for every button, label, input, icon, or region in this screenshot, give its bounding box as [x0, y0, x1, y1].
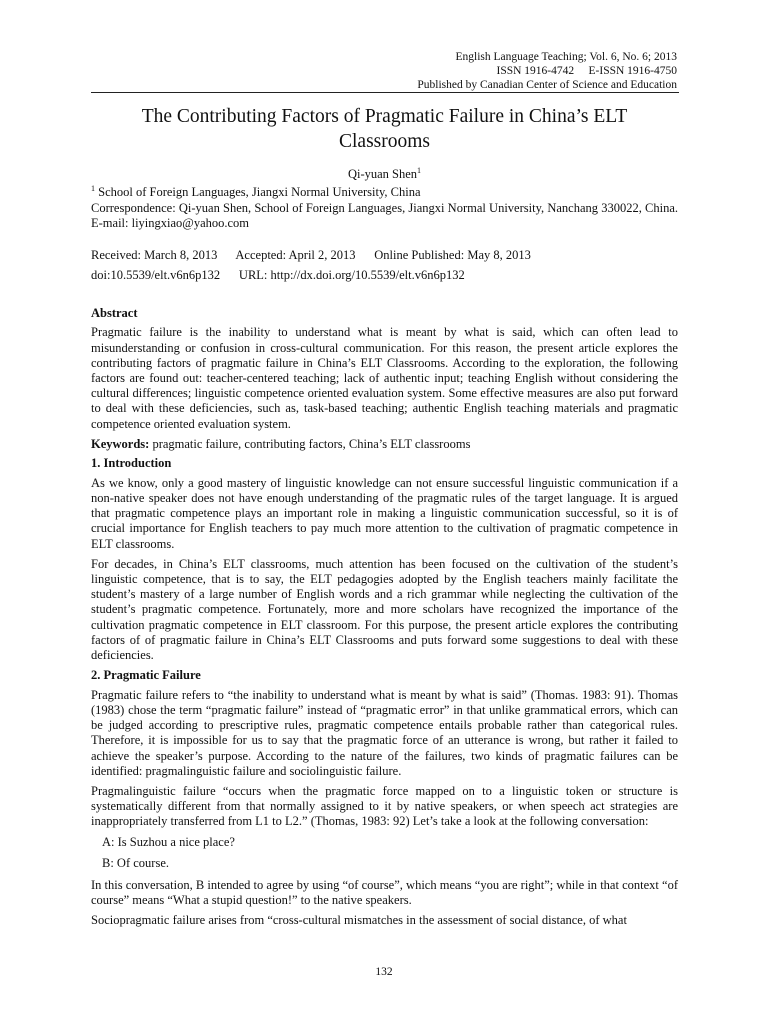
- article-title: [91, 104, 678, 154]
- running-header: [417, 50, 677, 92]
- correspondence: Correspondence: Qi-yuan Shen, School of Foreign Languages, Jiangxi Normal University, Nanchang 330022, China. E-mail: liyingxiao@yahoo.com: [91, 200, 678, 230]
- author-superscript: 1: [417, 165, 422, 175]
- article-body: [91, 104, 678, 933]
- abstract-text: Pragmatic failure is the inability to understand what is meant by what is said, which can often lead to misunderstanding or confusion in cross-cultural communication. For this reason, the present article explores the contributing factors of pragmatic failure in China’s ELT Classrooms. According to the exploration, the following factors are found out: teacher-centered teaching; lack of authentic input; teaching English without considering the cultural differences; linguistic competence oriented evaluation system. Some effective measures are also put forward to deal with these deficiencies, such as, task-based teaching; authentic English teaching materials and pragmatic competence oriented evaluation system.: [91, 325, 678, 431]
- keywords: [91, 437, 678, 453]
- pragmatic-failure-paragraph-2: Pragmalinguistic failure “occurs when the pragmatic force mapped on to a linguistic token or structure is systematically different from that normally assigned to it by native speakers, or when speech act strategies are inappropriately transferred from L1 to L2.” (Thomas, 1983: 92) Let’s take a look at the following conversation:: [91, 783, 678, 829]
- header-rule: [91, 92, 679, 93]
- pragmatic-failure-paragraph-4: Sociopragmatic failure arises from “cross-cultural mismatches in the assessment of social distance, of what: [91, 913, 627, 927]
- affiliation: [91, 185, 678, 201]
- publisher-line: Published by Canadian Center of Science and Education: [417, 79, 677, 91]
- dialog-line-a: A: Is Suzhou a nice place?: [102, 834, 235, 849]
- introduction-paragraph-2: For decades, in China’s ELT classrooms, much attention has been focused on the cultivation of the student’s linguistic competence, that is to say, the ELT pedagogies adopted by the English teachers mainly facilitate the student’s mastery of a large number of English words and a rich grammar while neglecting the cultivation of the student’s pragmatic competence. Fortunately, more and more scholars have recognized the importance of the cultivation pragmatic competence in ELT classroom. For this purpose, the present article explores the contributing factors of of pragmatic failure in China’s ELT Classrooms and puts forward some suggestions to deal with these deficiencies.: [91, 556, 678, 663]
- pragmatic-failure-paragraph-3: In this conversation, B intended to agree by using “of course”, which means “you are right”; while in that context “of course” means “What a stupid question!” to the native speakers.: [91, 877, 678, 907]
- author-text: Qi-yuan Shen: [347, 167, 418, 181]
- publication-dates: Received: March 8, 2013 Accepted: April 2, 2013 Online Published: May 8, 2013: [91, 247, 531, 262]
- keywords-text: pragmatic failure, contributing factors, China’s ELT classrooms: [149, 436, 471, 451]
- affiliation-text: School of Foreign Languages, Jiangxi Normal University, China: [95, 185, 421, 199]
- title-line-1: The Contributing Factors of Pragmatic Failure in China’s ELT: [141, 106, 628, 127]
- dialog-line-b: B: Of course.: [102, 856, 169, 871]
- pragmatic-failure-heading: 2. Pragmatic Failure: [91, 668, 201, 683]
- page-number: 132: [375, 966, 393, 978]
- keywords-label: Keywords:: [91, 436, 150, 451]
- title-line-2: Classrooms: [338, 131, 430, 152]
- abstract-heading: Abstract: [91, 305, 138, 320]
- journal-line: English Language Teaching; Vol. 6, No. 6; 2013: [455, 51, 677, 63]
- affiliation-superscript: 1: [91, 183, 95, 193]
- doi-url: doi:10.5539/elt.v6n6p132 URL: http://dx.doi.org/10.5539/elt.v6n6p132: [91, 267, 465, 282]
- introduction-heading: 1. Introduction: [91, 456, 172, 471]
- author-name: [91, 166, 678, 182]
- issn-line: ISSN 1916-4742 E-ISSN 1916-4750: [496, 65, 677, 77]
- pragmatic-failure-paragraph-1: Pragmatic failure refers to “the inability to understand what is meant by what is said” (Thomas. 1983: 91). Thomas (1983) chose the term “pragmatic failure” instead of “pragmatic error” in that unlike grammatical errors, which can be judged according to prescriptive rules, pragmatic competence entails probable rather than categorical rules. Therefore, it is impossible for us to say that the pragmatic force of an utterance is wrong, but rather it failed to achieve the speaker’s purpose. According to the nature of the failures, two kinds of pragmatic failures can be identified: pragmalinguistic failure and sociolinguistic failure.: [91, 687, 678, 778]
- introduction-paragraph-1: As we know, only a good mastery of linguistic knowledge can not ensure successful linguistic communication if a non-native speaker does not have enough understanding of the pragmatic rules of the target language. It is argued that pragmatic competence plays an important role in making a linguistic communication successful, so it is of crucial importance for English teachers to pay much more attention to the cultivation of pragmatic competence in ELT classrooms.: [91, 475, 678, 551]
